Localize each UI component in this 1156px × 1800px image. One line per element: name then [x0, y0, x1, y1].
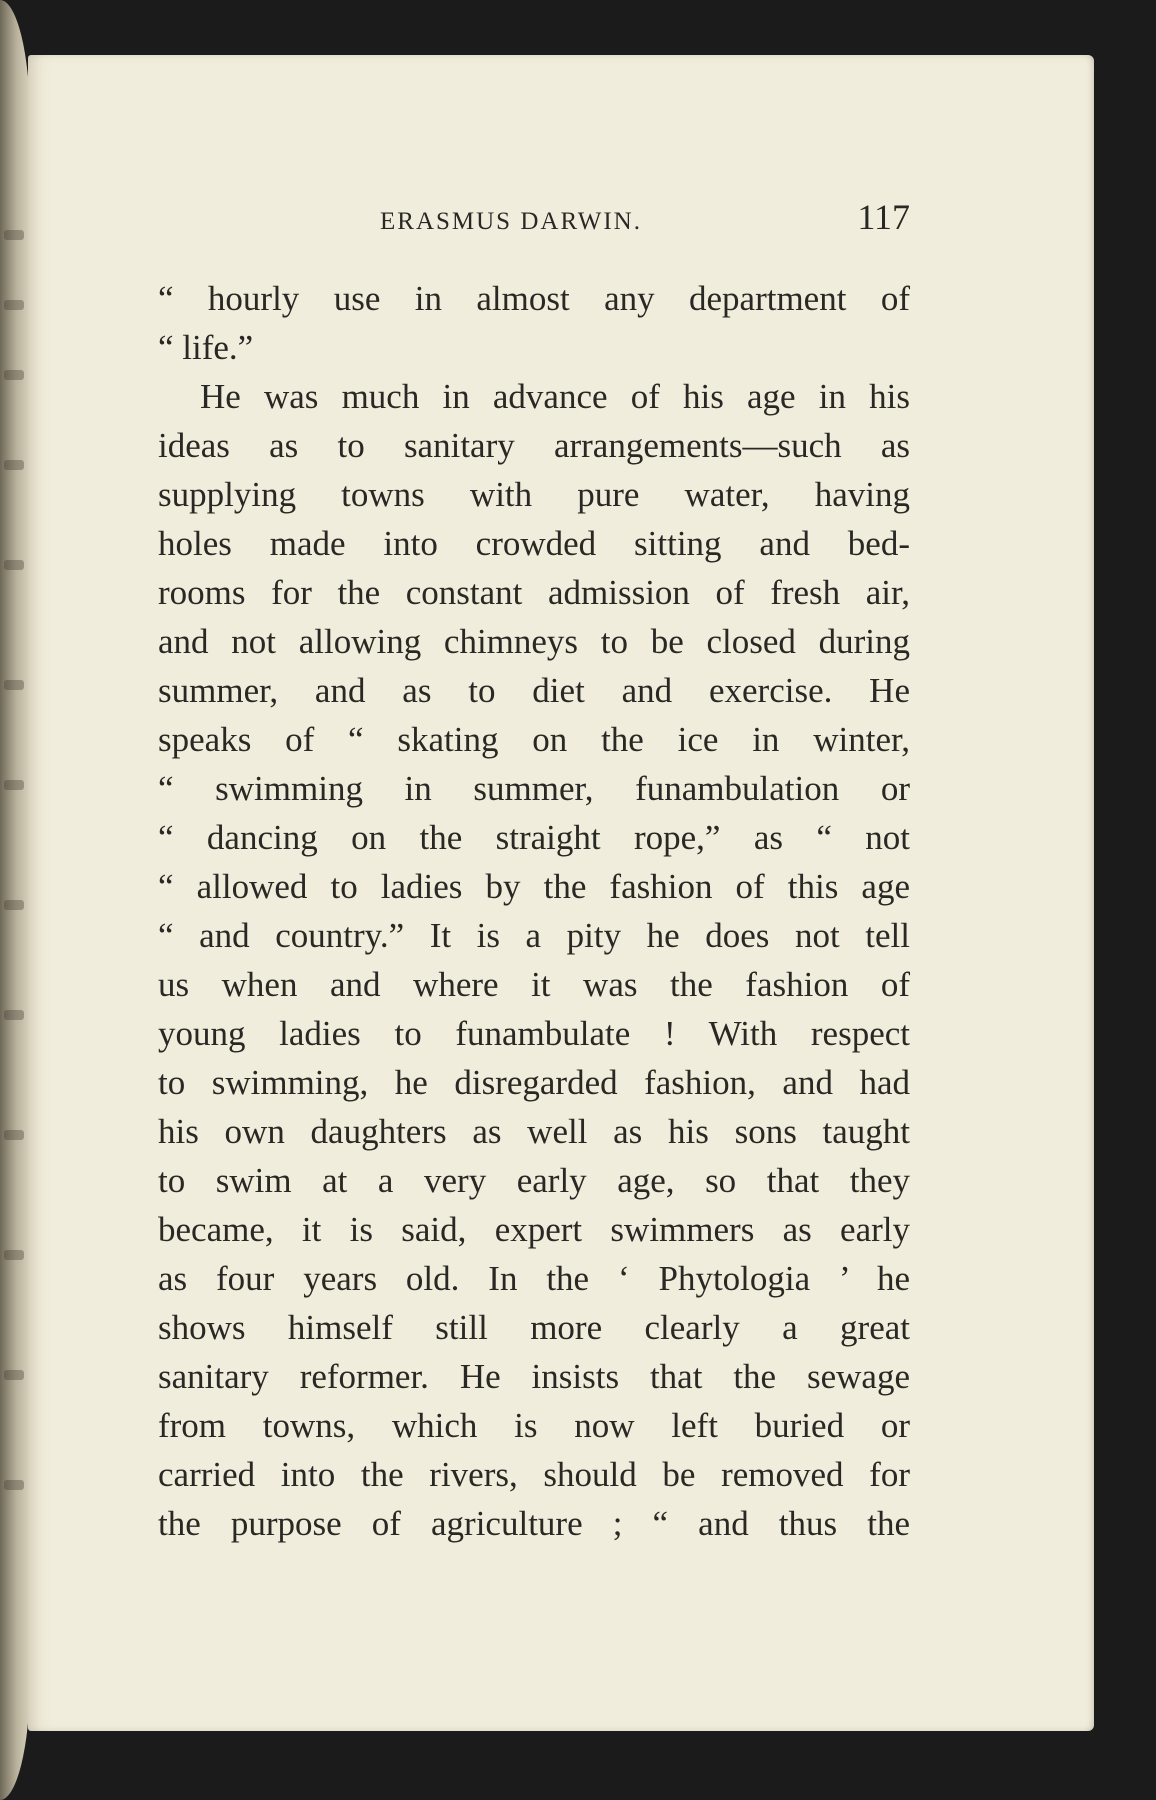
text-line: “ allowed to ladies by the fashion of this age	[158, 867, 910, 906]
text-line: “ swimming in summer, funambulation or	[158, 769, 910, 808]
text-line: “ and country.” It is a pity he does not tell	[158, 916, 910, 955]
bleed-through-mark	[4, 780, 24, 790]
bleed-through-mark	[4, 230, 24, 240]
text-line: “ life.”	[158, 328, 254, 367]
text-line: ideas as to sanitary arrangements—such as	[158, 426, 910, 465]
text-line: became, it is said, expert swimmers as early	[158, 1210, 910, 1249]
text-line: to swimming, he disregarded fashion, and had	[158, 1063, 910, 1102]
text-line: summer, and as to diet and exercise. He	[158, 671, 910, 710]
bleed-through-mark	[4, 460, 24, 470]
bleed-through-mark	[4, 900, 24, 910]
bleed-through-mark	[4, 370, 24, 380]
text-line: as four years old. In the ‘ Phytologia ’ he	[158, 1259, 910, 1298]
bleed-through-mark	[4, 1480, 24, 1490]
text-line: from towns, which is now left buried or	[158, 1406, 910, 1445]
page-number: 117	[857, 197, 910, 237]
text-line: the purpose of agriculture ; “ and thus the	[158, 1504, 910, 1543]
text-line: “ hourly use in almost any department of	[158, 279, 910, 318]
text-line: young ladies to funambulate ! With respect	[158, 1014, 910, 1053]
text-line: shows himself still more clearly a great	[158, 1308, 910, 1347]
text-line: holes made into crowded sitting and bed-	[158, 524, 910, 563]
bleed-through-mark	[4, 680, 24, 690]
text-line: carried into the rivers, should be removed for	[158, 1455, 910, 1494]
bleed-through-mark	[4, 1010, 24, 1020]
text-line: rooms for the constant admission of fresh air,	[158, 573, 910, 612]
bleed-through-mark	[4, 560, 24, 570]
text-line: He was much in advance of his age in his	[200, 377, 910, 416]
running-head: ERASMUS DARWIN.	[380, 208, 642, 235]
previous-page-edge	[0, 0, 30, 1800]
text-line: “ dancing on the straight rope,” as “ not	[158, 818, 910, 857]
bleed-through-mark	[4, 1130, 24, 1140]
text-line: and not allowing chimneys to be closed during	[158, 622, 910, 661]
text-line: supplying towns with pure water, having	[158, 475, 910, 514]
text-line: us when and where it was the fashion of	[158, 965, 910, 1004]
text-line: to swim at a very early age, so that they	[158, 1161, 910, 1200]
text-line: speaks of “ skating on the ice in winter,	[158, 720, 910, 759]
text-line: sanitary reformer. He insists that the sewage	[158, 1357, 910, 1396]
text-line: his own daughters as well as his sons taught	[158, 1112, 910, 1151]
bleed-through-mark	[4, 300, 24, 310]
body-text	[158, 274, 910, 1548]
bleed-through-mark	[4, 1250, 24, 1260]
bleed-through-mark	[4, 1370, 24, 1380]
page-header	[158, 196, 910, 248]
